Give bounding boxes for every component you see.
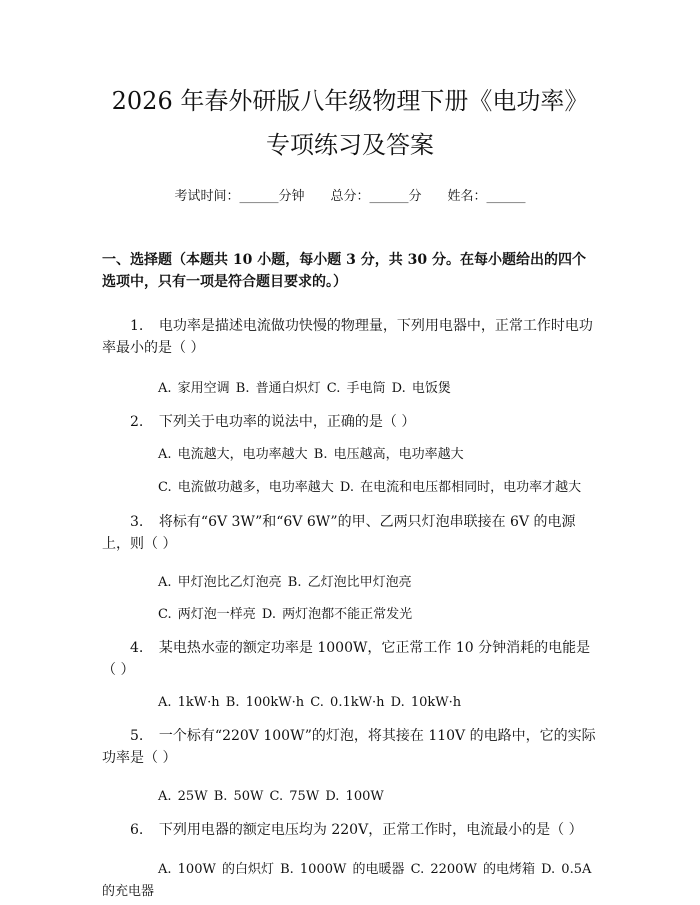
question-number: 1. <box>130 318 144 334</box>
question-number: 5. <box>130 728 144 744</box>
question-text: 下列关于电功率的说法中，正确的是（ ） <box>158 414 416 430</box>
title-line-1: 2026 年春外研版八年级物理下册《电功率》 <box>111 87 589 115</box>
question-4-options: A. 1kW·h B. 100kW·h C. 0.1kW·h D. 10kW·h <box>158 695 462 710</box>
document-title <box>102 83 598 163</box>
question-6 <box>102 819 598 841</box>
question-1-options: A. 家用空调 B. 普通白炽灯 C. 手电筒 D. 电饭煲 <box>158 381 451 396</box>
question-number: 4. <box>130 640 144 656</box>
question-text: 下列用电器的额定电压均为 220V，正常工作时，电流最小的是（ ） <box>158 822 583 838</box>
question-text: 将标有“6V 3W”和“6V 6W”的甲、乙两只灯泡串联接在 6V 的电源上，则（ ） <box>102 514 576 552</box>
exam-score: 总分：______分 <box>330 189 422 204</box>
question-2-options-line-1: A. 电流越大，电功率越大 B. 电压越高，电功率越大 <box>158 447 464 462</box>
question-3 <box>102 511 598 555</box>
question-4 <box>102 637 598 681</box>
question-3-options-line-2: C. 两灯泡一样亮 D. 两灯泡都不能正常发光 <box>158 607 413 622</box>
exam-info <box>102 187 598 207</box>
title-line-2: 专项练习及答案 <box>266 131 434 159</box>
question-5 <box>102 725 598 769</box>
question-2 <box>102 411 598 433</box>
exam-time: 考试时间：______分钟 <box>174 189 305 204</box>
question-1 <box>102 315 598 359</box>
question-number: 6. <box>130 822 144 838</box>
question-text: 电功率是描述电流做功快慢的物理量，下列用电器中，正常工作时电功率最小的是（ ） <box>102 318 593 356</box>
question-5-options: A. 25W B. 50W C. 75W D. 100W <box>158 789 384 804</box>
question-number: 2. <box>130 414 144 430</box>
question-text: 某电热水壶的额定功率是 1000W，它正常工作 10 分钟消耗的电能是（ ） <box>102 640 591 678</box>
question-3-options-line-1: A. 甲灯泡比乙灯泡亮 B. 乙灯泡比甲灯泡亮 <box>158 575 412 590</box>
question-text: 一个标有“220V 100W”的灯泡，将其接在 110V 的电路中，它的实际功率是（ ） <box>102 728 596 766</box>
question-2-options-line-2: C. 电流做功越多，电功率越大 D. 在电流和电压都相同时，电功率才越大 <box>158 480 582 495</box>
section-heading: 一、选择题（本题共 10 小题，每小题 3 分，共 30 分。在每小题给出的四个选项中，只有一项是符合题目要求的。） <box>102 252 586 290</box>
question-6-options: A. 100W 的白炽灯 B. 1000W 的电暖器 C. 2200W 的电烤箱 D. 0.5A 的充电器 <box>102 862 592 899</box>
student-name: 姓名：______ <box>447 189 526 204</box>
question-number: 3. <box>130 514 144 530</box>
